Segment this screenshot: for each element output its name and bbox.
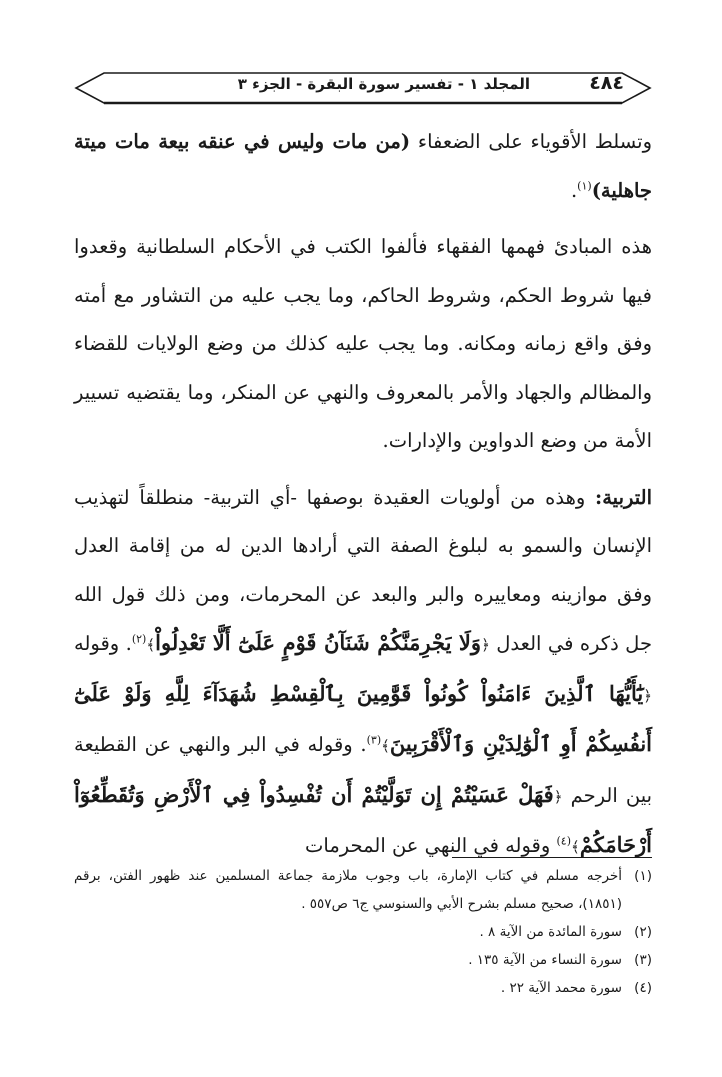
paragraph-3-join-1: . وقوله: [74, 632, 132, 655]
footnote-number: (٤): [634, 980, 652, 996]
quran-verse-2: يَٰٓأَيُّهَا ٱلَّذِينَ ءَامَنُواْ كُونُواْ قَوَّٰمِينَ بِٱلْقِسْطِ شُهَدَآءَ لِلَّهِ وَلَوْ عَلَىٰٓ أَنفُسِكُمْ أَوِ ٱلْوَٰلِدَيْنِ وَٱلْأَقْرَبِينَ: [74, 680, 652, 756]
paragraph-2-text: هذه المبادئ فهمها الفقهاء فألفوا الكتب في الأحكام السلطانية وقعدوا فيها شروط الحكم، وشروط الحاكم، وما يجب عليه من التشاور مع أمته وفق واقع زمانه ومكانه. وما يجب عليه كذلك من وضع الولايات للقضاء والمظالم والجهاد والأمر بالمعروف والنهي عن المنكر، وما يقتضيه تسيير الأمة من وضع الدواوين والإدارات.: [74, 235, 652, 452]
footnote-ref-2: (٢): [131, 632, 147, 646]
footnote-text: أخرجه مسلم في كتاب الإمارة، باب وجوب ملازمة جماعة المسلمين عند ظهور الفتن، برقم (١٨٥١)، صحيح مسلم بشرح الأبي والسنوسي ج٦ ص٥٥٧ .: [74, 868, 622, 912]
footnote-ref-3: (٣): [366, 733, 382, 747]
verse-bracket-open-icon: ﴿: [553, 787, 563, 806]
footnote: [74, 918, 652, 946]
footnote-text: سورة النساء من الآية ١٣٥ .: [468, 952, 622, 968]
header-title: المجلد ١ - تفسير سورة البقرة - الجزء ٣: [237, 75, 530, 93]
body-text: [74, 118, 652, 872]
hadith-quote: (من مات وليس في عنقه بيعة مات ميتة جاهلية): [74, 130, 652, 202]
footnote-separator: [452, 857, 652, 858]
footnote: [74, 946, 652, 974]
verse-bracket-open-icon: ﴿: [481, 636, 490, 654]
footnote-number: (١): [634, 868, 652, 884]
verse-bracket-open-icon: ﴿: [643, 686, 652, 705]
verse-bracket-close-icon: ﴾: [571, 838, 580, 856]
footnote-text: سورة المائدة من الآية ٨ .: [479, 924, 622, 940]
footnote-text: سورة محمد الآية ٢٢ .: [500, 980, 622, 996]
paragraph-3-join-2: . وقوله في البر والنهي عن القطيعة بين الرحم: [74, 733, 653, 807]
paragraph-1-text: وتسلط الأقوياء على الضعفاء: [410, 130, 652, 153]
footnote-ref-1: (١): [577, 179, 592, 192]
paragraph-3-join-3: وقوله في النهي عن المحرمات: [305, 834, 557, 857]
quran-verse-3: فَهَلْ عَسَيْتُمْ إِن تَوَلَّيْتُمْ أَن تُفْسِدُواْ فِي ٱلْأَرْضِ وَتُقَطِّعُوٓاْ أَرْحَامَكُمْ: [74, 781, 652, 857]
paragraph-3: [74, 474, 652, 872]
page-number: ٤٨٤: [589, 72, 624, 94]
footnote-number: (٢): [634, 924, 652, 940]
paragraph-1: [74, 118, 652, 215]
footnote-ref-4: (٤): [556, 834, 572, 848]
footnote: [74, 862, 652, 918]
footnote: [74, 974, 652, 1002]
verse-bracket-close-icon: ﴾: [146, 636, 156, 654]
paragraph-3-intro: وهذه من أولويات العقيدة بوصفها -أي التربية- منطلقاً لتهذيب الإنسان والسمو به لبلوغ الصفة التي أرادها الدين له من إقامة العدل وفق موازينه ومعاييره والبر والبعد عن المحرمات، ومن ذلك قول الله جل ذكره في العدل: [74, 485, 653, 655]
section-lead-tarbiya: التربية:: [595, 485, 652, 509]
running-header: [74, 70, 652, 106]
paragraph-2: [74, 223, 652, 466]
quran-verse-1: وَلَا يَجْرِمَنَّكُمْ شَنَآنُ قَوْمٍ عَلَىٰٓ أَلَّا تَعْدِلُواْ: [155, 630, 482, 655]
verse-bracket-close-icon: ﴾: [381, 737, 390, 755]
paragraph-1-tail: .: [570, 178, 578, 202]
footnote-number: (٣): [634, 952, 652, 968]
footnotes: [74, 862, 652, 1002]
